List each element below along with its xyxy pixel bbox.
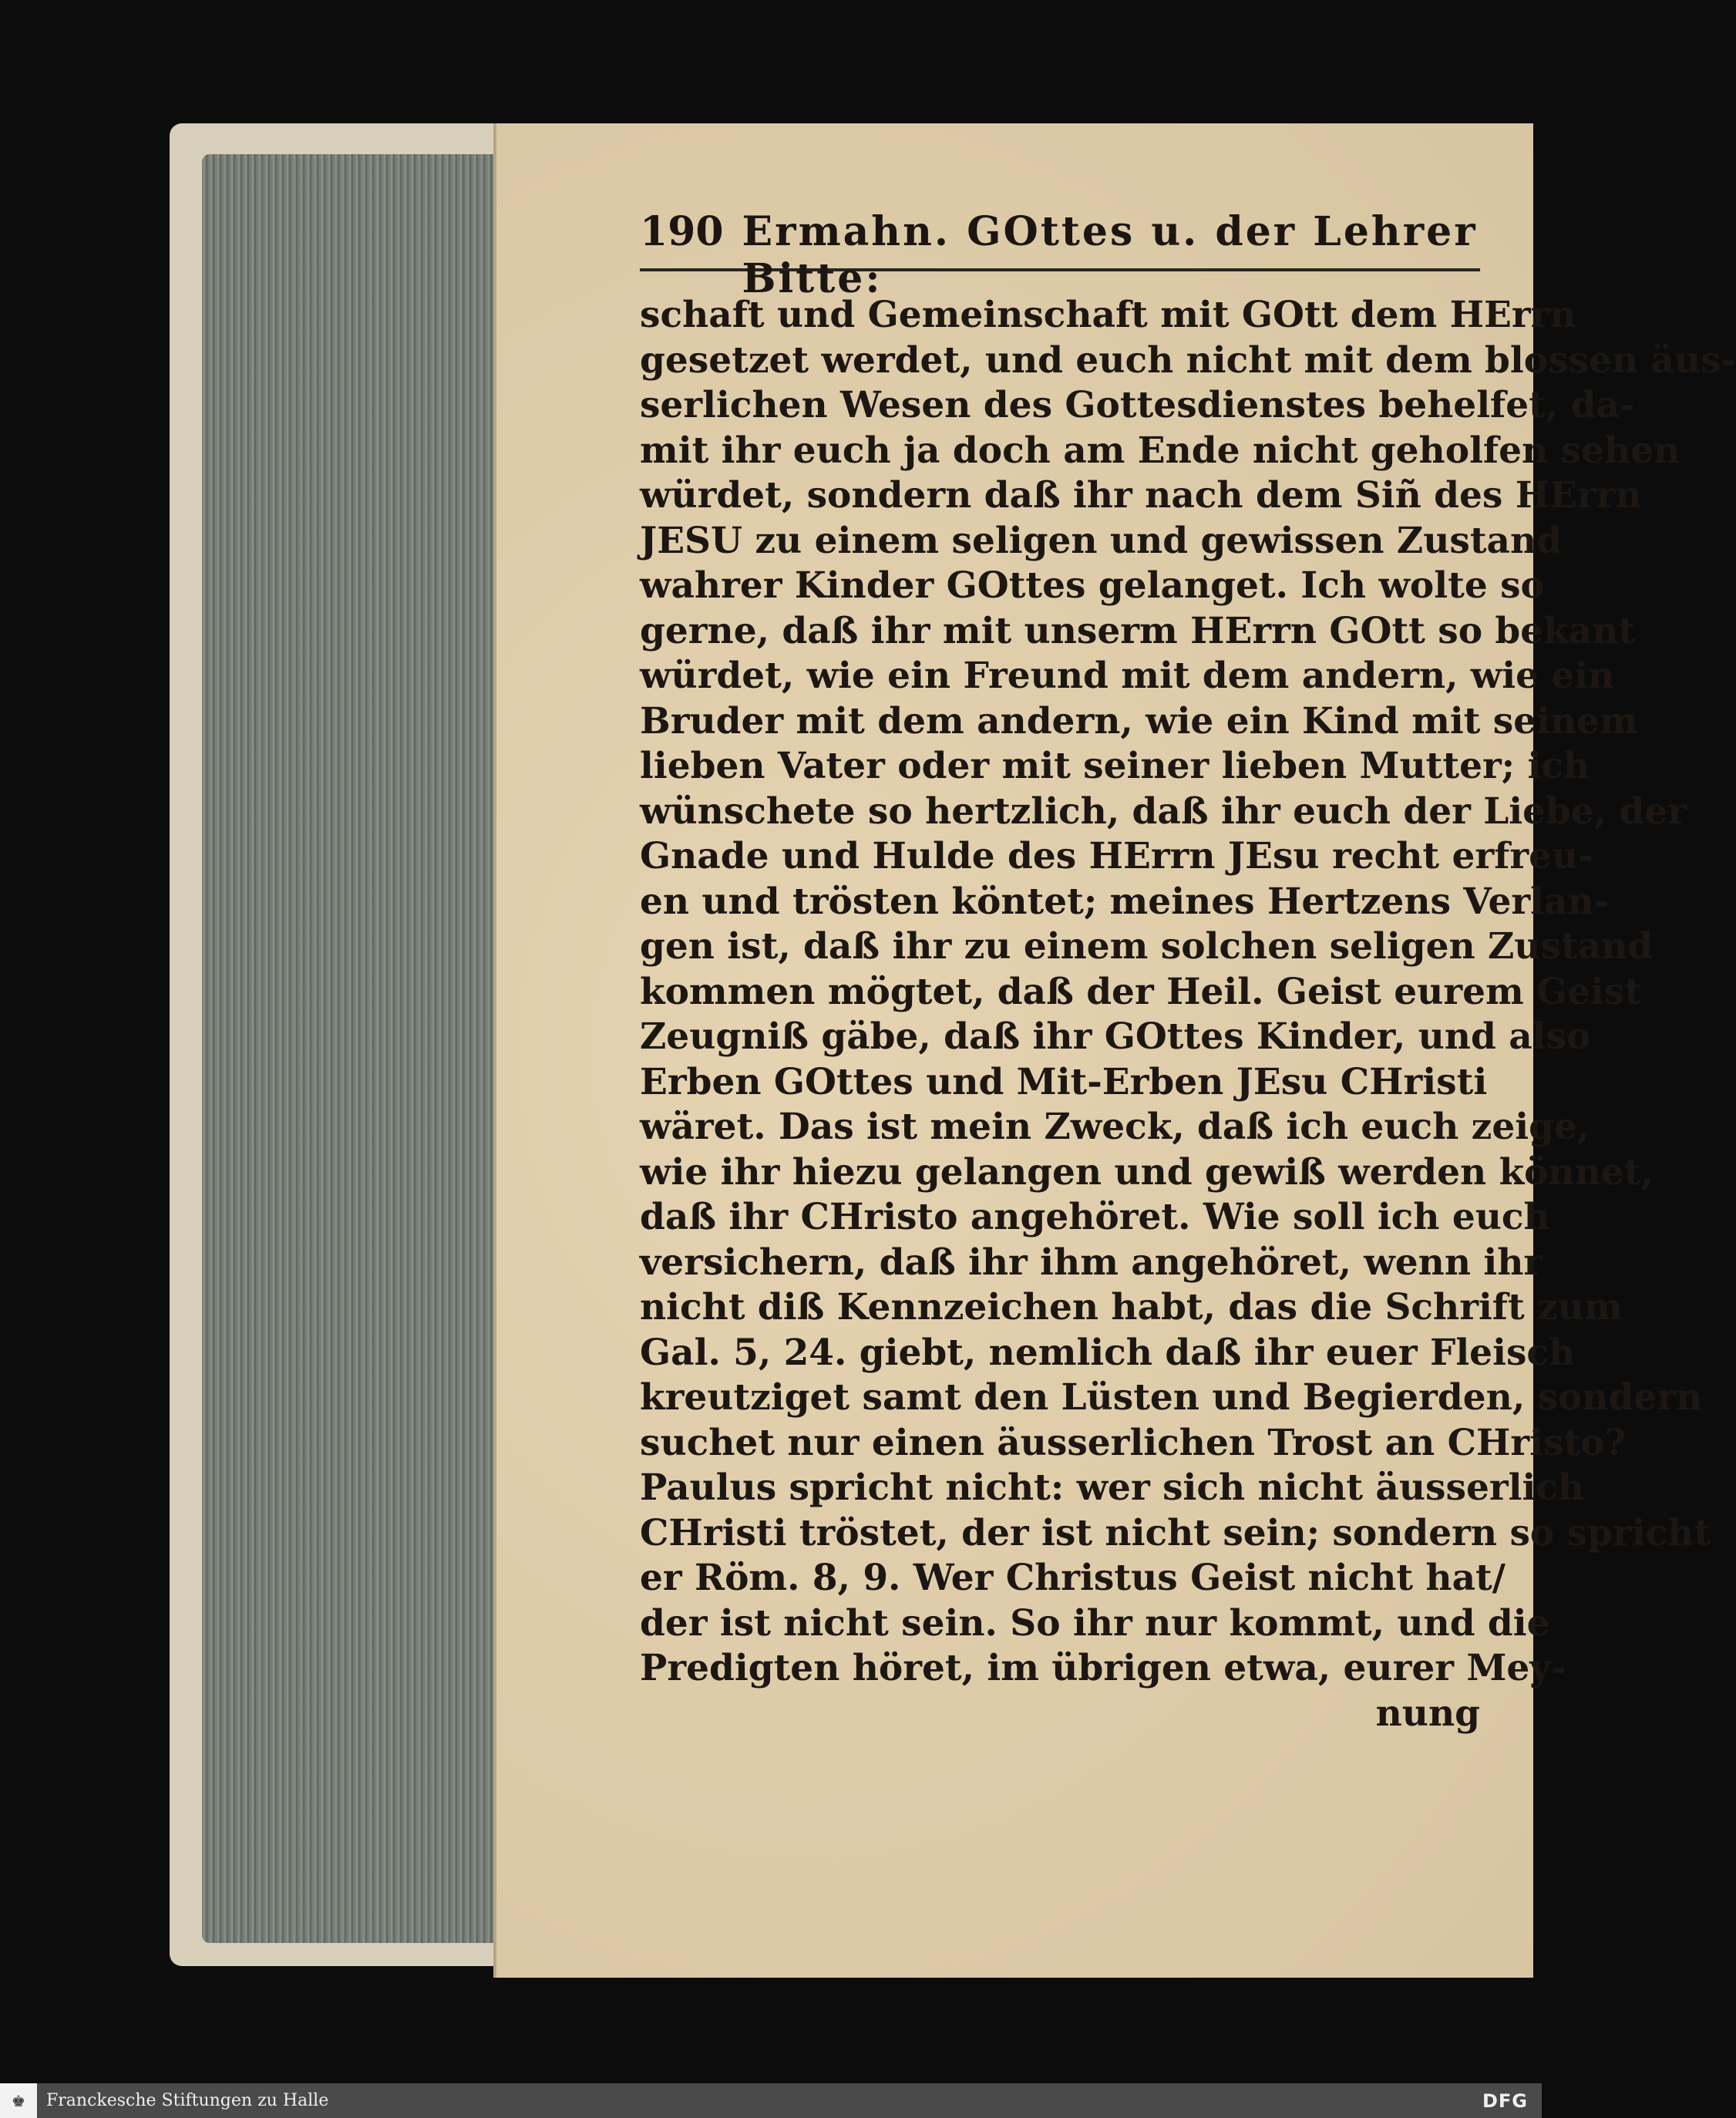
text-line: Erben GOttes und Mit-Erben JEsu CHristi <box>640 1060 1488 1103</box>
text-line: gerne, daß ihr mit unserm HErrn GOtt so bekant <box>640 609 1636 652</box>
text-line: er Röm. 8, 9. Wer Christus Geist nicht hat/ <box>640 1557 1506 1599</box>
text-line: en und trösten köntet; meines Hertzens Verlan- <box>640 880 1610 923</box>
text-line: CHristi tröstet, der ist nicht sein; sondern so spricht <box>640 1511 1711 1554</box>
text-line: würdet, sondern daß ihr nach dem Siñ des HErrn <box>640 474 1642 517</box>
text-line: Gal. 5, 24. giebt, nemlich daß ihr euer Fleisch <box>640 1331 1576 1374</box>
text-line: mit ihr euch ja doch am Ende nicht geholfen sehen <box>640 429 1680 472</box>
text-line: der ist nicht sein. So ihr nur kommt, und die <box>640 1601 1550 1645</box>
text-line: daß ihr CHristo angehöret. Wie soll ich euch <box>640 1196 1550 1238</box>
text-line: nicht diß Kennzeichen habt, das die Schrift zum <box>640 1286 1623 1328</box>
text-line: Paulus spricht nicht: wer sich nicht äusserlich <box>640 1466 1585 1509</box>
text-line: suchet nur einen äusserlichen Trost an CHristo? <box>640 1421 1627 1464</box>
running-header <box>640 208 1480 302</box>
institution-logo-icon: ♚ <box>0 2083 37 2118</box>
text-line: Bruder mit dem andern, wie ein Kind mit seinem <box>640 699 1638 742</box>
text-line: gesetzet werdet, und euch nicht mit dem blossen äus- <box>640 338 1736 382</box>
text-line: lieben Vater oder mit seiner lieben Mutter; ich <box>640 745 1590 787</box>
text-line: gen ist, daß ihr zu einem solchen seligen Zustand <box>640 925 1654 968</box>
text-line: JESU zu einem seligen und gewissen Zustand <box>640 519 1563 562</box>
page-number: 190 <box>640 208 724 255</box>
text-line: serlichen Wesen des Gottesdienstes behelfet, da- <box>640 384 1635 426</box>
running-title: Ermahn. GOttes u. der Lehrer Bitte: <box>742 208 1478 302</box>
dfg-logo: DFG <box>1482 2089 1528 2112</box>
page-body-text <box>640 293 1736 1736</box>
page-edges <box>202 154 495 1943</box>
viewer-footer <box>0 2083 1542 2118</box>
text-line: wie ihr hiezu gelangen und gewiß werden könnet, <box>640 1150 1654 1194</box>
text-line: versichern, daß ihr ihm angehöret, wenn ihr <box>640 1241 1543 1284</box>
text-line: Zeugniß gäbe, daß ihr GOttes Kinder, und also <box>640 1015 1591 1058</box>
text-line: kreutziget samt den Lüsten und Begierden, sondern <box>640 1376 1703 1419</box>
text-line: Predigten höret, im übrigen etwa, eurer Mey- <box>640 1647 1566 1689</box>
text-line: wahrer Kinder GOttes gelanget. Ich wolte so <box>640 564 1545 607</box>
institution-name: Franckesche Stiftungen zu Halle <box>46 2091 329 2110</box>
text-line: wünschete so hertzlich, daß ihr euch der Liebe, der <box>640 790 1687 833</box>
text-line: Gnade und Hulde des HErrn JEsu recht erfreu- <box>640 835 1593 877</box>
text-line: schaft und Gemeinschaft mit GOtt dem HErrn <box>640 294 1576 336</box>
text-line: wäret. Das ist mein Zweck, daß ich euch zeige, <box>640 1106 1590 1148</box>
catchword: nung <box>1375 1692 1480 1735</box>
text-line: würdet, wie ein Freund mit dem andern, wie ein <box>640 655 1615 697</box>
text-line: kommen mögtet, daß der Heil. Geist eurem Geist <box>640 970 1642 1013</box>
